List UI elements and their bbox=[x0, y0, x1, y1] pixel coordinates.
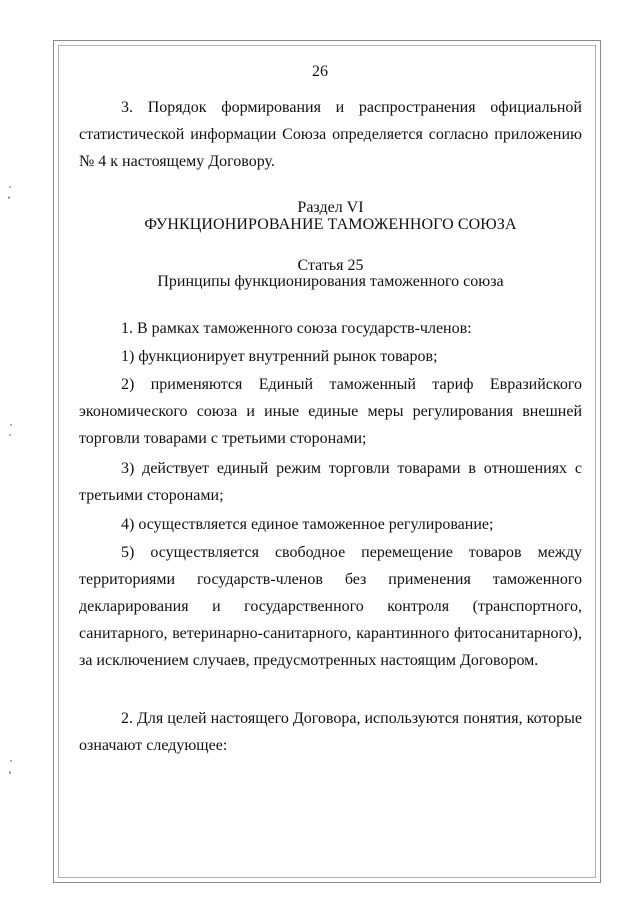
scan-speck bbox=[9, 186, 11, 188]
intro-paragraph: 3. Порядок формирования и распространения официальной статистической информации Союза определяется согласно приложению № 4 к настоящему Договору. bbox=[79, 99, 582, 170]
list-item-5: 5) осуществляется свободное перемещение товаров между территориями государств-членов без применения таможенного декларирования и государственного контроля (транспортного, санитарного, ветеринарно-санитарного, карантинного фитосанитарного), за исключением случаев, предусмотренных настоящим Договором. bbox=[79, 544, 582, 669]
scan-speck bbox=[8, 196, 10, 199]
paragraph-1: 1. В рамках таможенного союза государств-членов: bbox=[121, 320, 472, 337]
list-item-2: 2) применяются Единый таможенный тариф Евразийского экономического союза и иные единые меры регулирования внешней торговли товарами с третьими сторонами; bbox=[79, 376, 582, 447]
scan-speck bbox=[10, 424, 12, 426]
page-number: 26 bbox=[312, 63, 328, 80]
section-title: ФУНКЦИОНИРОВАНИЕ ТАМОЖЕННОГО СОЮЗА bbox=[144, 216, 517, 233]
scan-speck bbox=[9, 434, 11, 436]
list-item-1: 1) функционирует внутренний рынок товаров; bbox=[121, 348, 438, 365]
list-item-4: 4) осуществляется единое таможенное регулирование; bbox=[121, 516, 494, 533]
list-item-3: 3) действует единый режим торговли товарами в отношениях с третьими сторонами; bbox=[79, 460, 582, 504]
paragraph-2: 2. Для целей настоящего Договора, используются понятия, которые означают следующее: bbox=[79, 710, 582, 754]
section-label: Раздел VI bbox=[297, 199, 364, 216]
scan-speck bbox=[9, 771, 11, 774]
article-title: Принципы функционирования таможенного союза bbox=[157, 273, 504, 290]
scan-speck bbox=[10, 760, 12, 762]
article-label: Статья 25 bbox=[297, 257, 364, 274]
